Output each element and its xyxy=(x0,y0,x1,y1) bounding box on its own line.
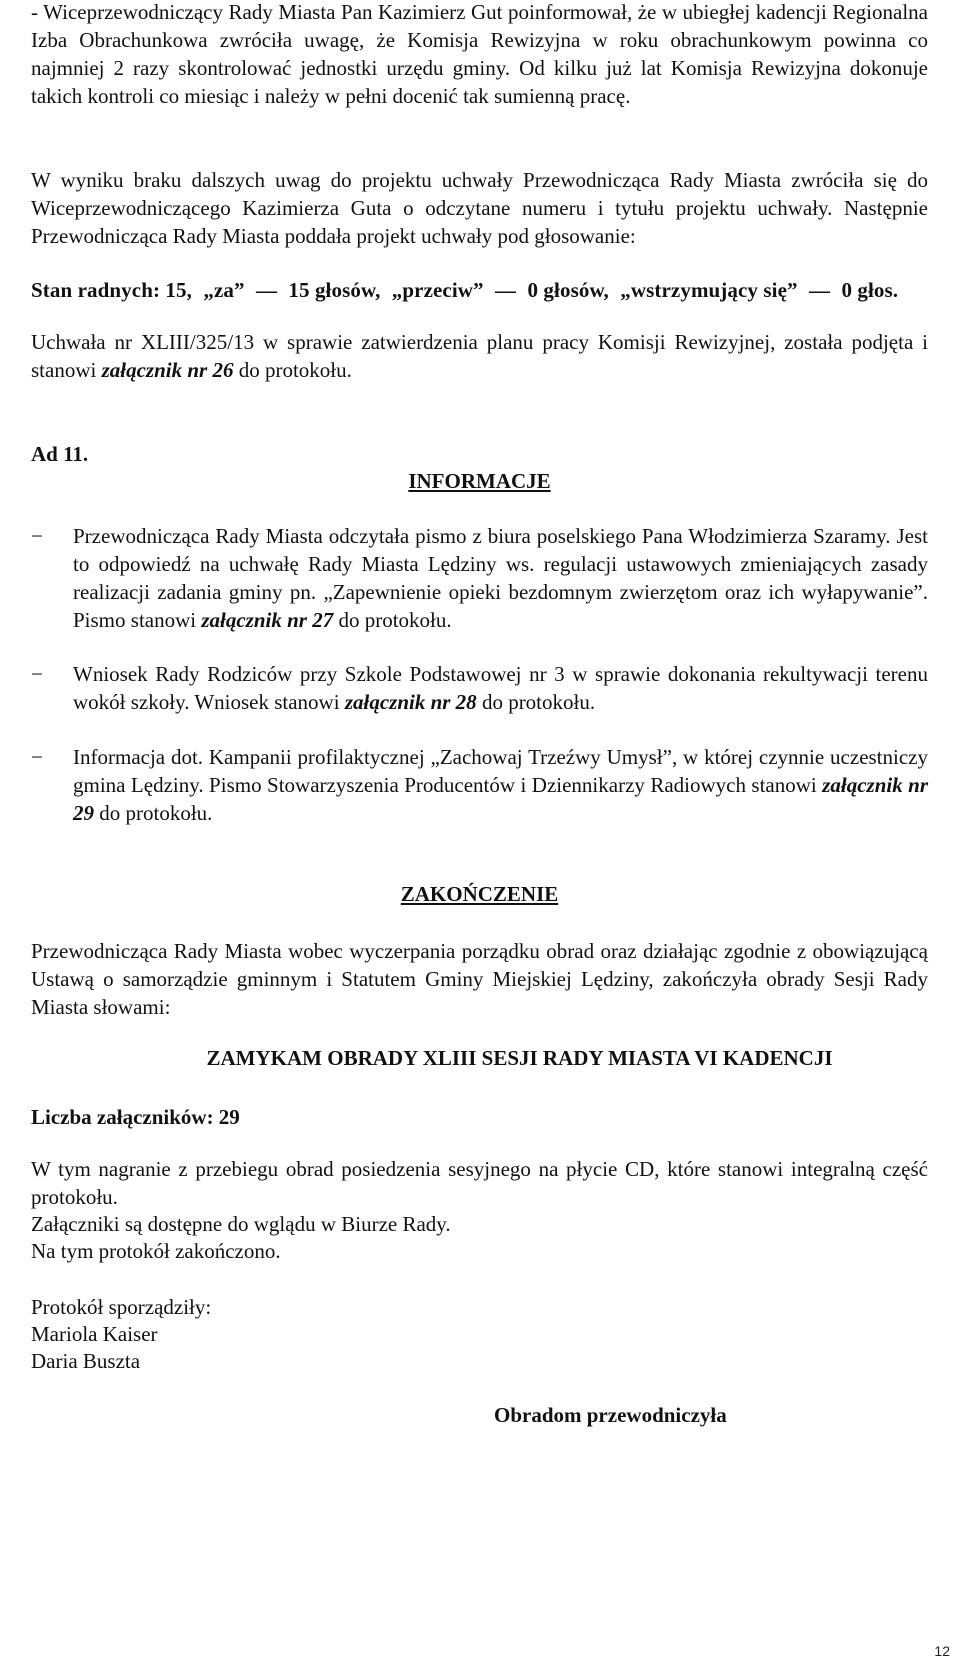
list-item-text: Wniosek Rady Rodziców przy Szkole Podstawowej nr 3 w sprawie dokonania rekultywacji terenu wokół szkoły. Wniosek stanowi załącznik nr 28 do protokołu. xyxy=(73,662,928,714)
vote-stan: Stan radnych: 15, xyxy=(31,278,192,302)
vote-wstrzymujacy-value: 0 głos. xyxy=(841,278,899,302)
vote-dash: — xyxy=(808,278,831,302)
recording-note: W tym nagranie z przebiegu obrad posiedzenia sesyjnego na płycie CD, które stanowi integralną część protokołu. xyxy=(31,1157,928,1209)
list-dash: − xyxy=(31,662,43,686)
attachment-ref: załącznik nr 26 xyxy=(101,358,234,382)
document-page xyxy=(31,0,928,1673)
list-item-text: Przewodnicząca Rady Miasta odczytała pismo z biura poselskiego Pana Włodzimierza Szaramy. Jest to odpowiedź na uchwałę Rady Miasta Lędziny ws. regulacji ustawowych zmieniających zasady realizacji zadania gminy pn. „Zapewnienie opieki bezdomnym zwierzętom oraz ich wyłapywanie”. Pismo stanowi załącznik nr 27 do protokołu. xyxy=(73,524,928,632)
paragraph-resolution-intro: W wyniku braku dalszych uwag do projektu uchwały Przewodnicząca Rady Miasta zwróciła się do Wiceprzewodniczącego Kazimierza Guta o odczytane numeru i tytułu projektu uchwały. Następnie Przewodnicząca Rady Miasta poddała projekt uchwały pod głosowanie: xyxy=(31,168,928,248)
attachment-ref: załącznik nr 27 xyxy=(201,608,334,632)
chair-signature-label: Obradom przewodniczyła xyxy=(494,1403,727,1427)
author-name: Mariola Kaiser xyxy=(31,1322,158,1346)
vote-result xyxy=(31,276,928,304)
vote-dash: — xyxy=(255,278,278,302)
vote-za-value: 15 głosów, xyxy=(288,278,381,302)
list-item-text: Informacja dot. Kampanii profilaktycznej „Zachowaj Trzeźwy Umysł”, w której czynnie uczestniczy gmina Lędziny. Pismo Stowarzyszenia Producentów i Dziennikarzy Radiowych stanowi załącznik nr 29 do protokołu. xyxy=(73,745,928,825)
vote-przeciw-value: 0 głosów, xyxy=(527,278,609,302)
availability-note: Załączniki są dostępne do wglądu w Biurze Rady. xyxy=(31,1212,451,1236)
section-label: Ad 11. xyxy=(31,442,89,466)
section-heading-informacje: INFORMACJE xyxy=(408,469,551,493)
attachment-ref: załącznik nr 28 xyxy=(344,690,477,714)
page-number: 12 xyxy=(934,1643,950,1659)
closing-quote: ZAMYKAM OBRADY XLIII SESJI RADY MIASTA VI KADENCJI xyxy=(206,1046,833,1070)
vote-za-label: „za” xyxy=(203,278,245,302)
vote-wstrzymujacy-label: „wstrzymujący się” xyxy=(620,278,798,302)
paragraph-audit-committee: - Wiceprzewodniczący Rady Miasta Pan Kazimierz Gut poinformował, że w ubiegłej kadencji Regionalna Izba Obrachunkowa zwróciła uwagę, że Komisja Rewizyjna w roku obrachunkowym powinna co najmniej 2 razy skontrolować jednostki urzędu gminy. Od kilku już lat Komisja Rewizyjna dokonuje takich kontroli co miesiąc i należy w pełni docenić tak sumienną pracę. xyxy=(31,0,928,108)
attachments-count: Liczba załączników: 29 xyxy=(31,1105,240,1129)
list-dash: − xyxy=(31,524,43,548)
paragraph-closing: Przewodnicząca Rady Miasta wobec wyczerpania porządku obrad oraz działając zgodnie z obowiązującą Ustawą o samorządzie gminnym i Statutem Gminy Miejskiej Lędziny, zakończyła obrady Sesji Rady Miasta słowami: xyxy=(31,939,928,1019)
vote-dash: — xyxy=(495,278,517,302)
protocol-ended: Na tym protokół zakończono. xyxy=(31,1239,281,1263)
prepared-by-label: Protokół sporządziły: xyxy=(31,1295,212,1319)
paragraph-resolution-adopted: Uchwała nr XLIII/325/13 w sprawie zatwierdzenia planu pracy Komisji Rewizyjnej, została podjęta i stanowi załącznik nr 26 do protokołu. xyxy=(31,330,928,382)
author-name: Daria Buszta xyxy=(31,1349,141,1373)
list-dash: − xyxy=(31,745,43,769)
attachment-ref: załącznik nr 29 xyxy=(73,773,928,825)
section-heading-zakonczenie: ZAKOŃCZENIE xyxy=(400,882,559,906)
vote-przeciw-label: „przeciw” xyxy=(391,278,484,302)
